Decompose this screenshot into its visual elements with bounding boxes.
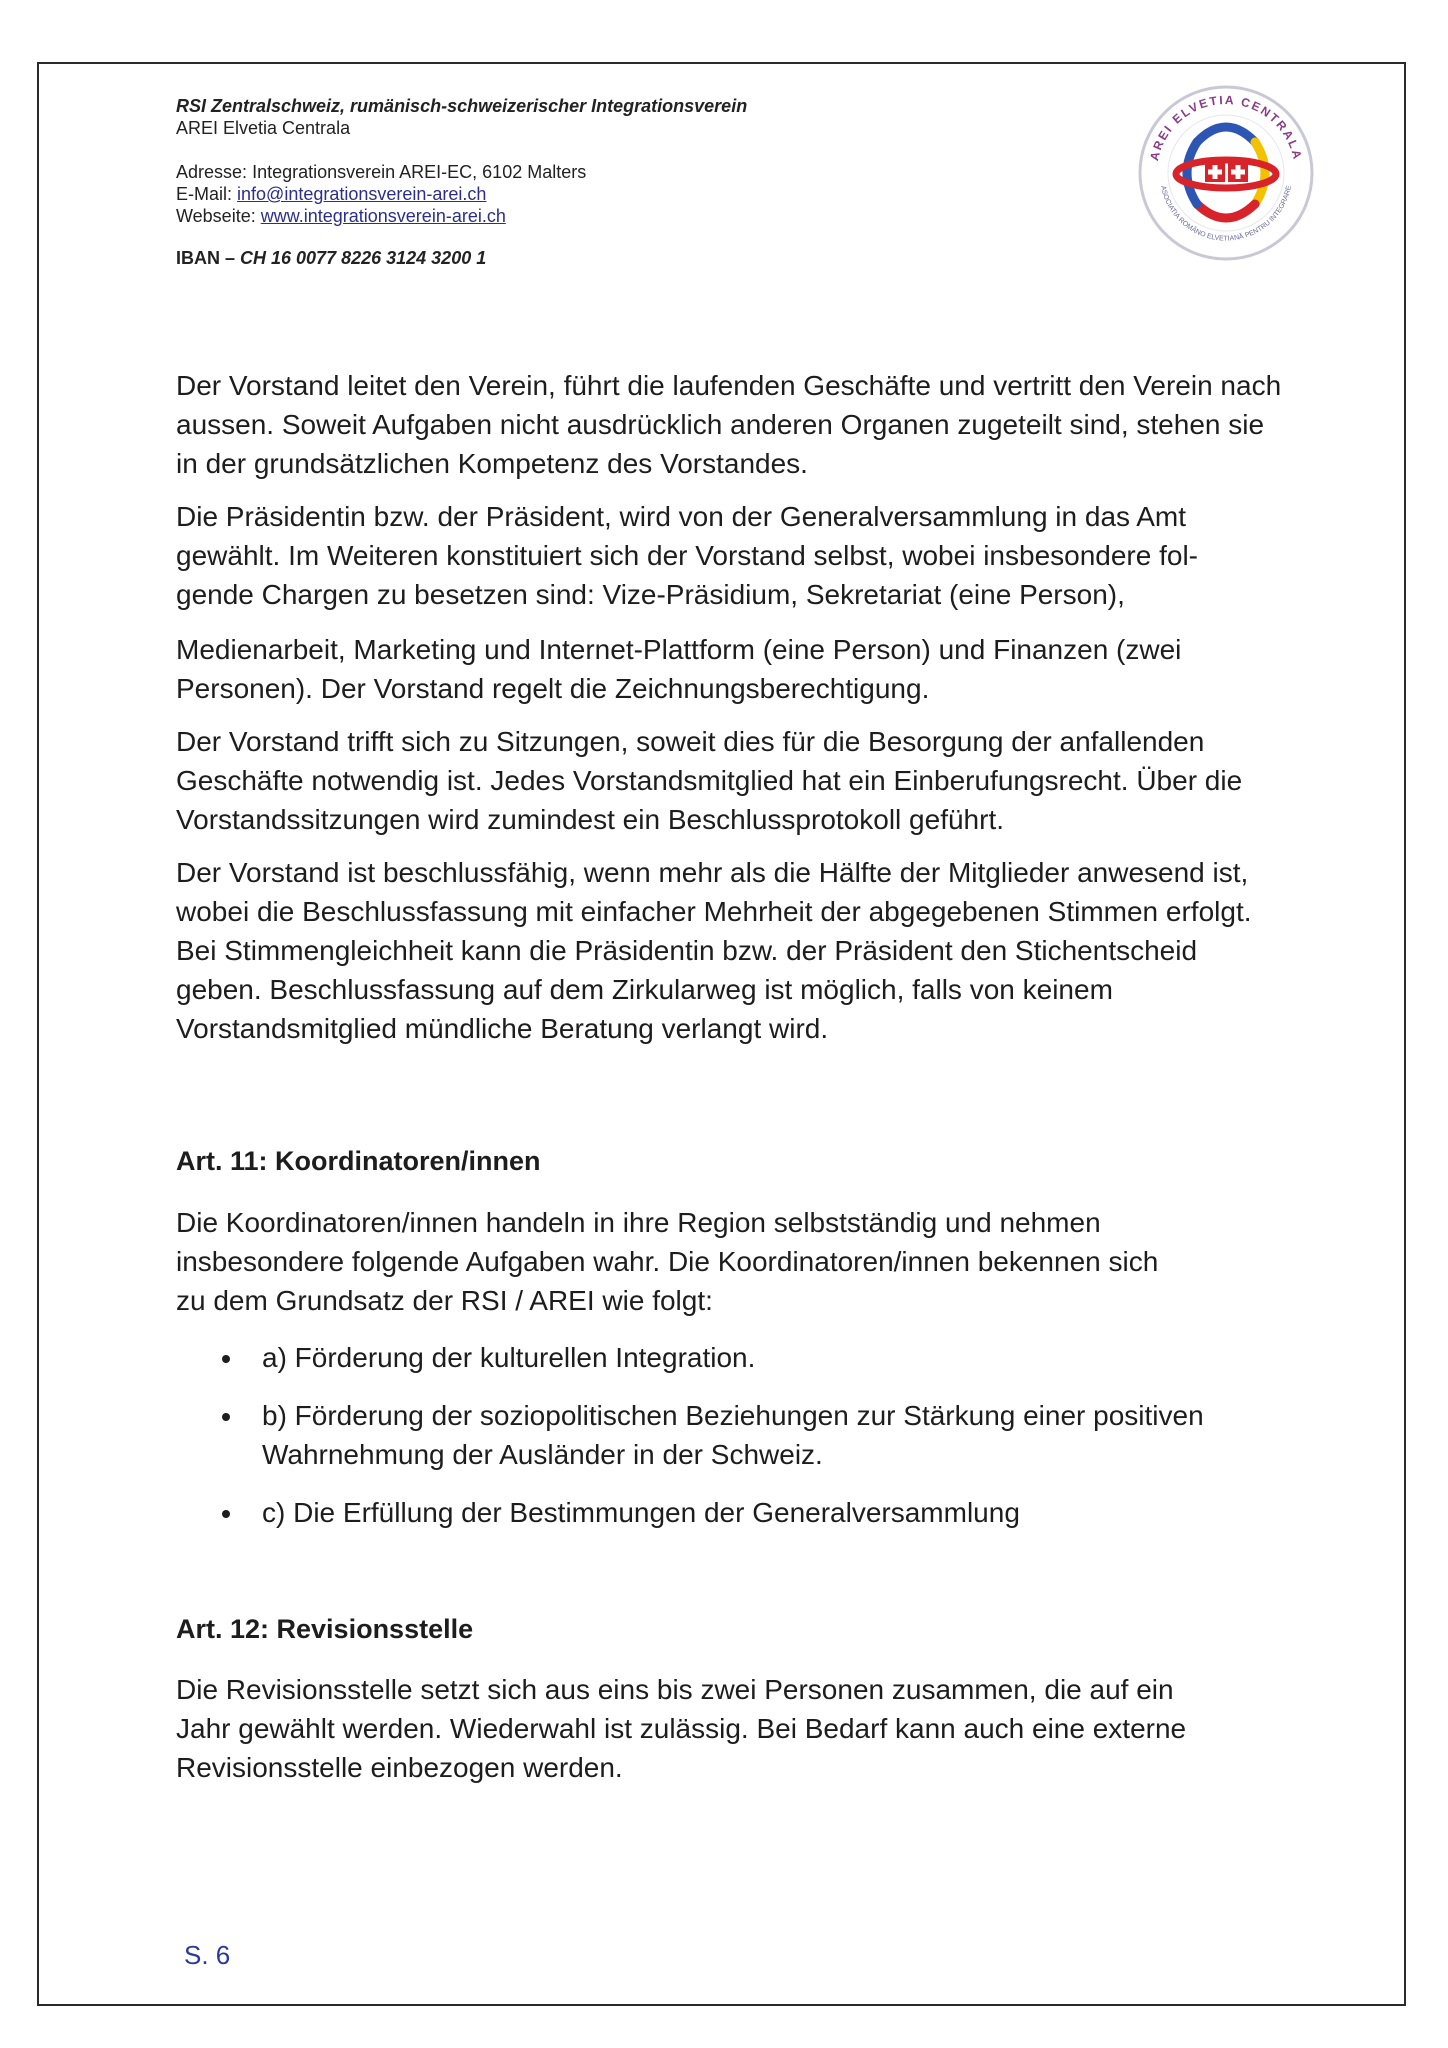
- svg-text:AREI ELVETIA CENTRALA: AREI ELVETIA CENTRALA: [1147, 92, 1305, 163]
- iban-label: IBAN –: [176, 248, 241, 268]
- organization-name: RSI Zentralschweiz, rumänisch-schweizerischer Integrationsverein: [176, 96, 748, 116]
- paragraph: Medienarbeit, Marketing und Internet-Plattform (eine Person) und Finanzen (zwei Personen). Der Vorstand regelt die Zeichnungsberechtigung.: [176, 634, 1182, 704]
- list-item: [176, 1396, 1282, 1474]
- address-line: [176, 161, 747, 183]
- website-line: [176, 205, 747, 227]
- email-line: [176, 183, 747, 205]
- vorstand-section: [176, 366, 1286, 1048]
- paragraph: Der Vorstand ist beschlussfähig, wenn mehr als die Hälfte der Mitglieder anwesend ist, wobei die Beschlussfassung mit einfacher Mehrheit der abgegebenen Stimmen erfolgt. Bei Stimmengleichheit kann die Präsidentin bzw. der Präsident den Stichentscheid geben. Beschlussfassung auf dem Zirkularweg ist möglich, falls von keinem Vorstandsmitglied mündliche Beratung verlangt wird.: [176, 857, 1252, 1044]
- iban-number: CH 16 0077 8226 3124 3200 1: [240, 248, 487, 268]
- iban-line: [176, 247, 747, 269]
- association-seal-icon: [1135, 82, 1317, 264]
- website-label: Webseite:: [176, 206, 256, 226]
- letterhead: [176, 95, 747, 269]
- article-12-heading: Art. 12: Revisionsstelle: [176, 1614, 474, 1644]
- svg-text:ASOCIATIA ROMÂNO ELVETIANĂ PEN: ASOCIATIA ROMÂNO ELVETIANĂ PENTRU INTEGRARE: [1159, 185, 1293, 243]
- list-item-text: a) Förderung der kulturellen Integration.: [262, 1342, 756, 1373]
- bullet-icon: [222, 1510, 230, 1518]
- list-item: [176, 1338, 1286, 1377]
- paragraph: Der Vorstand trifft sich zu Sitzungen, soweit dies für die Besorgung der anfallenden Geschäfte notwendig ist. Jedes Vorstandsmitglied hat ein Einberufungsrecht. Über die Vorstandssitzungen wird zumindest ein Beschlussprotokoll geführt.: [176, 726, 1243, 835]
- list-item: [176, 1493, 1286, 1532]
- email-link[interactable]: info@integrationsverein-arei.ch: [237, 184, 487, 204]
- bullet-icon: [222, 1413, 230, 1421]
- list-item-text: c) Die Erfüllung der Bestimmungen der Generalversammlung: [262, 1497, 1020, 1528]
- website-link[interactable]: www.integrationsverein-arei.ch: [260, 206, 506, 226]
- paragraph: Der Vorstand leitet den Verein, führt die laufenden Geschäfte und vertritt den Verein nach aussen. Soweit Aufgaben nicht ausdrücklich anderen Organen zugeteilt sind, stehen sie in der grundsätzlichen Kompetenz des Vorstandes.: [176, 370, 1282, 479]
- paragraph: Die Präsidentin bzw. der Präsident, wird von der Generalversammlung in das Amt gewählt. Im Weiteren konstituiert sich der Vorstand selbst, wobei insbesondere fol-gende Chargen zu besetzen sind: Vize-Präsidium, Sekretariat (eine Person),: [176, 501, 1198, 610]
- page-number: S. 6: [184, 1940, 231, 1970]
- list-item-text: b) Förderung der soziopolitischen Beziehungen zur Stärkung einer positiven Wahrnehmung der Ausländer in der Schweiz.: [262, 1400, 1204, 1470]
- organization-subname: AREI Elvetia Centrala: [176, 118, 351, 138]
- article-11-intro: Die Koordinatoren/innen handeln in ihre Region selbstständig und nehmen insbesondere folgende Aufgaben wahr. Die Koordinatoren/innen bekennen sich zu dem Grundsatz der RSI / AREI wie folgt:: [176, 1207, 1159, 1316]
- bullet-icon: [222, 1355, 230, 1363]
- article-11-heading: Art. 11: Koordinatoren/innen: [176, 1146, 541, 1176]
- article-11-list: [176, 1338, 1286, 1532]
- article-12-text: Die Revisionsstelle setzt sich aus eins bis zwei Personen zusammen, die auf ein Jahr gewählt werden. Wiederwahl ist zulässig. Bei Bedarf kann auch eine externe Revisionsstelle einbezogen werden.: [176, 1674, 1187, 1783]
- email-label: E-Mail:: [176, 184, 233, 204]
- address-label: Adresse:: [176, 162, 248, 182]
- address-value: Integrationsverein AREI-EC, 6102 Malters: [252, 162, 587, 182]
